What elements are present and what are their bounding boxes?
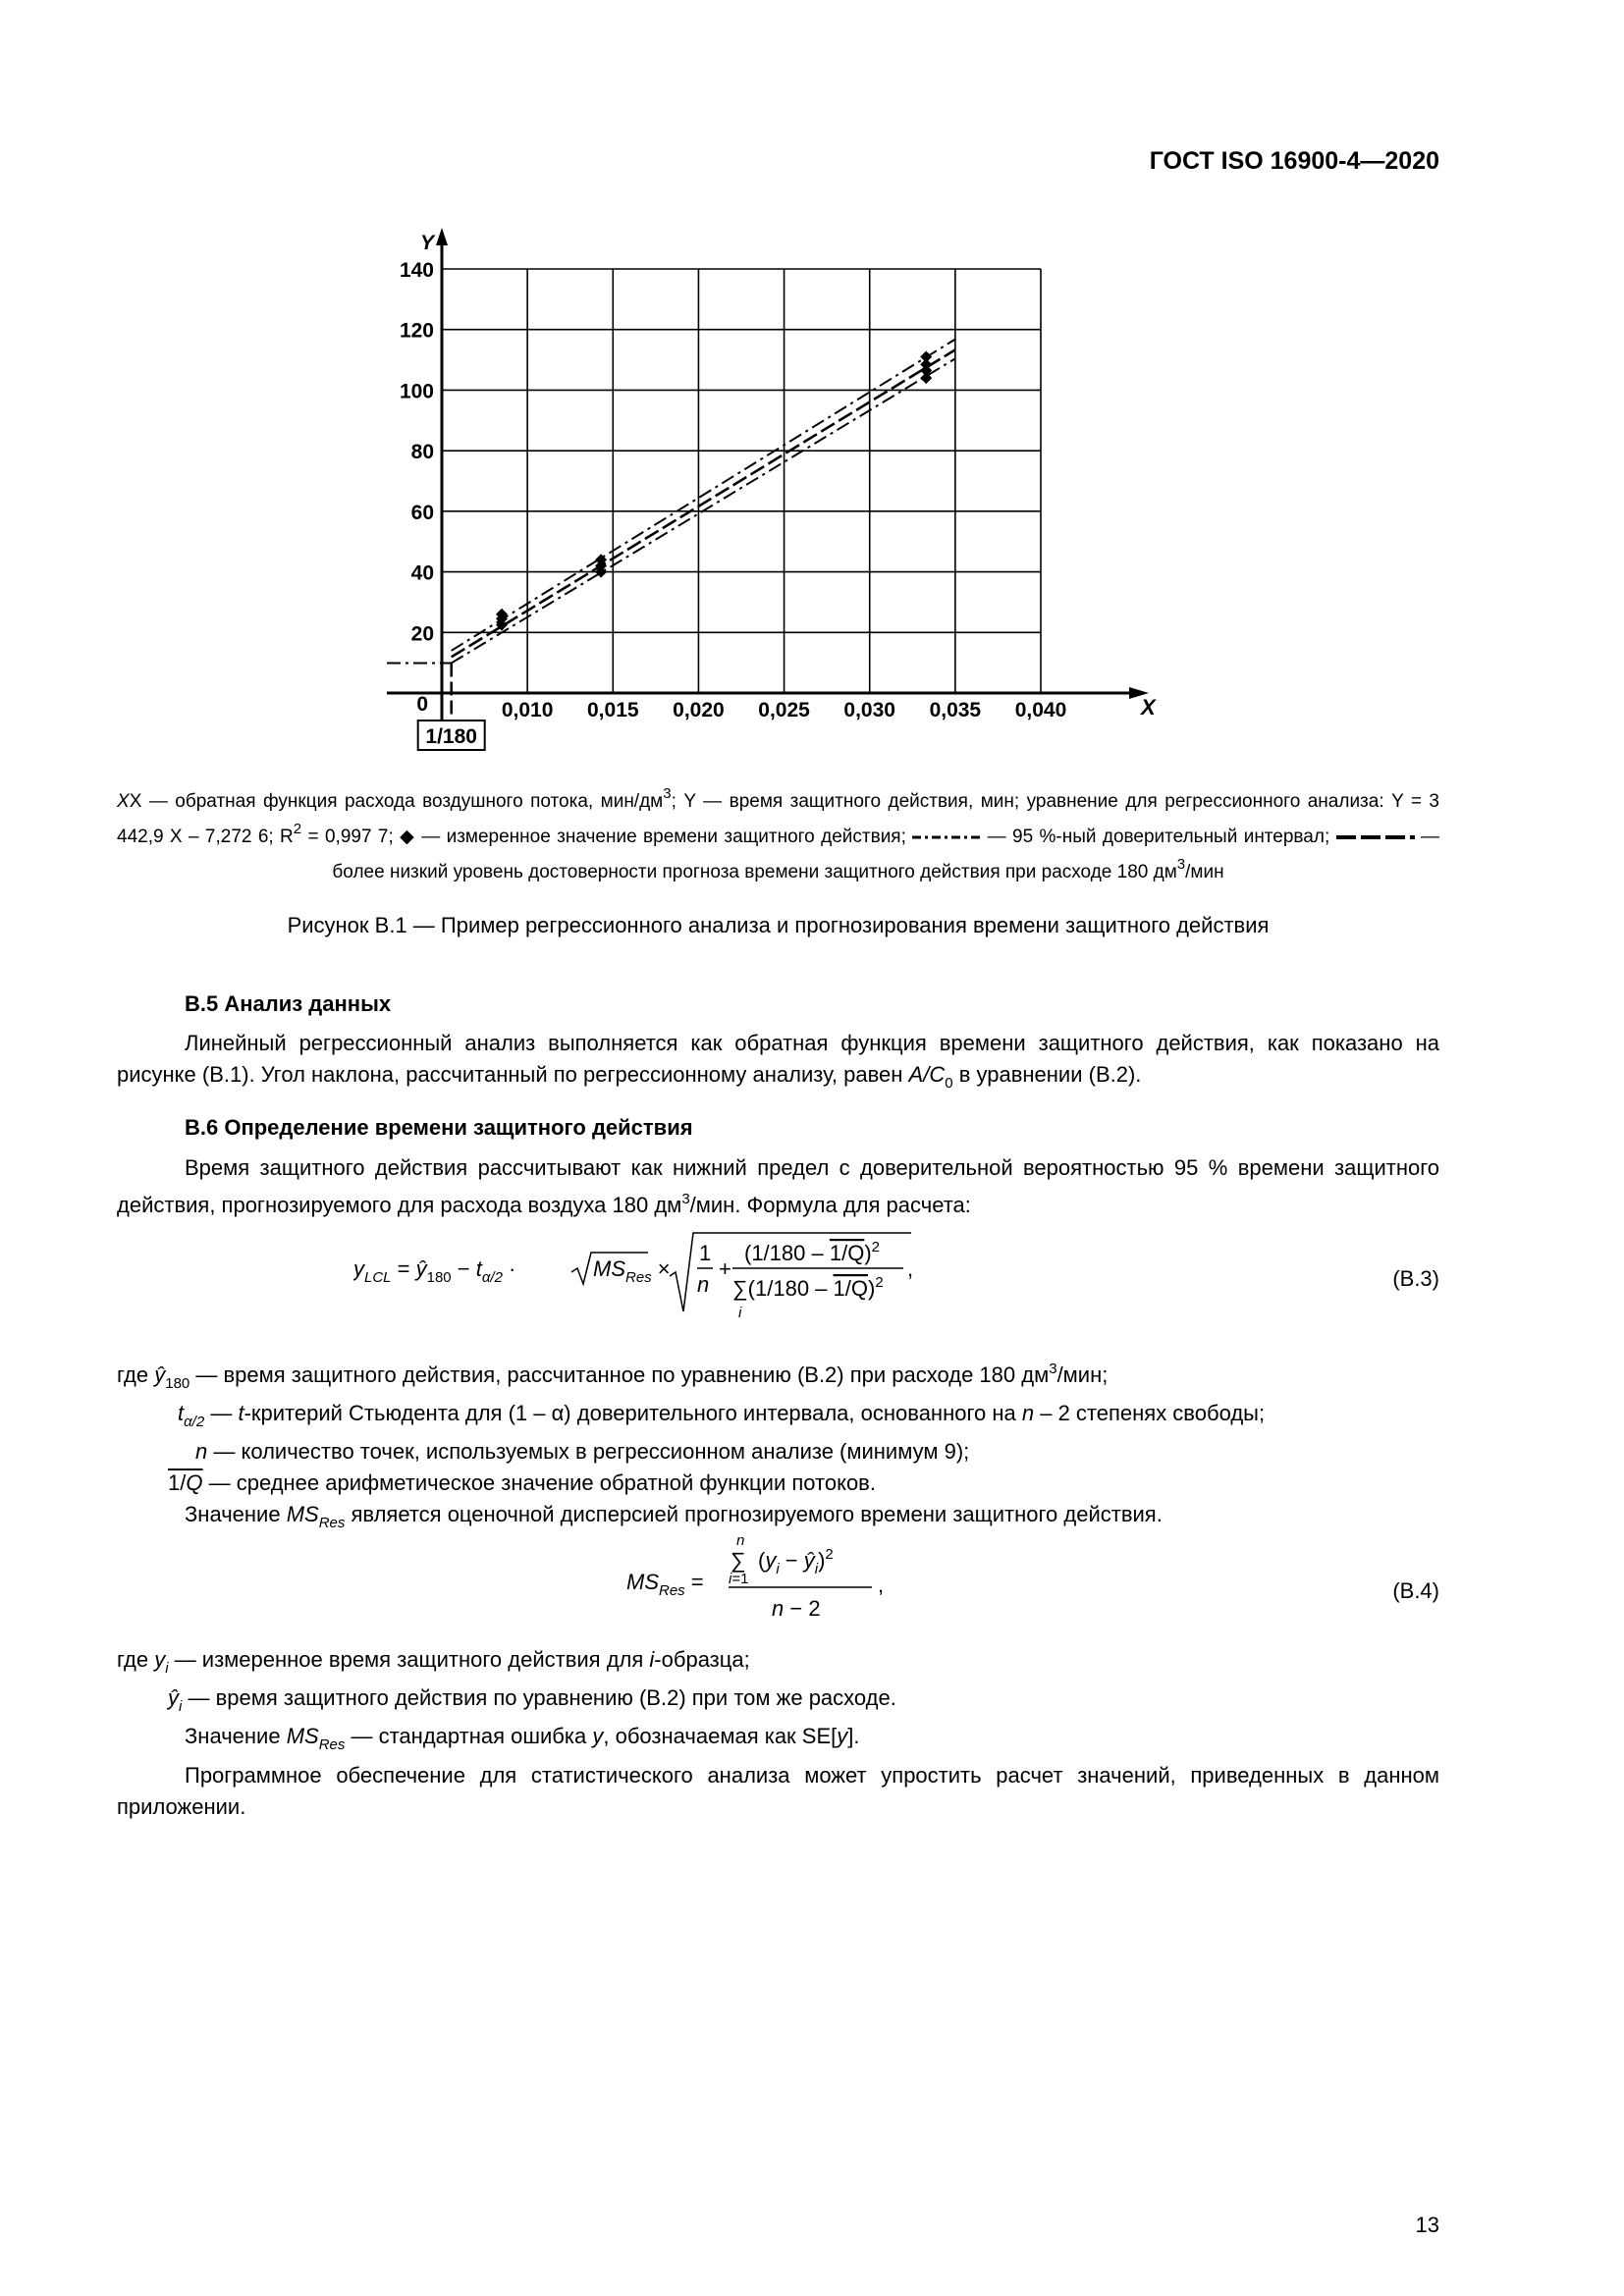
legend-text-3: = 0,997 7; ◆ — измеренное значение времени защитного действия; bbox=[301, 827, 913, 847]
svg-text:MSRes =: $MS_{Res}$ = bbox=[626, 1570, 704, 1599]
y-tick-label: 40 bbox=[410, 561, 434, 585]
formula-b4 bbox=[626, 1531, 921, 1629]
equation-number-b4: (В.4) bbox=[1392, 1578, 1439, 1603]
x-tick-label: 0,015 bbox=[587, 699, 639, 721]
x-tick-labels bbox=[502, 699, 1066, 721]
y-tick-label: 120 bbox=[399, 319, 434, 343]
x-tick-label: 0,040 bbox=[1014, 699, 1067, 721]
dash-dot-line-icon bbox=[912, 832, 981, 842]
y-tick-label: 100 bbox=[399, 380, 434, 403]
legend-text-6: /мин bbox=[1185, 862, 1224, 882]
legend-text-1: X — обратная функция расхода воздушного потока, мин/дм bbox=[129, 791, 664, 812]
legend-text-2: ; Y — время защитного действия, мин; уравнение для регрессионного анализа: Y = 3 442,9 X – 7,272 6; R bbox=[117, 791, 1440, 847]
svg-text:MSRes ×: $MS_{Res}$ × bbox=[593, 1256, 671, 1286]
x-tick-label: 0,020 bbox=[673, 699, 725, 721]
svg-text:∑(1/180 – 1/Q)2: ∑(1/180 – 1/Q)$^2$ bbox=[732, 1274, 884, 1301]
svg-text:(1/180 – 1/Q)2: (1/180 – 1/Q)$^2$ bbox=[744, 1239, 880, 1265]
document-header: ГОСТ ISO 16900-4—2020 bbox=[1149, 147, 1439, 175]
svg-text:n: n bbox=[697, 1272, 710, 1297]
definitions-b4: где $y_i$ — измеренное время защитного действия для i-образца; $ŷ_i$ — время защитного действия по уравнению (В.2) при том же расходе. Значение $MS_{Res}$ — стандартная ошибка y, обозначаемая как SE[y]. Программное обеспечение для статистического анализа может упростить расчет значений, приведенных в данном приложении. bbox=[117, 1647, 1439, 1819]
y-tick-label: 80 bbox=[410, 441, 434, 464]
x-axis-label: X bbox=[1141, 695, 1156, 720]
y-tick-label: 60 bbox=[410, 501, 434, 524]
legend-text-5: — более низкий уровень достоверности прогноза времени защитного действия при расходе 180 дм bbox=[332, 827, 1440, 882]
svg-text:(yi − ŷi)2: ($y_i$ − $ŷ_i)^2$ bbox=[758, 1546, 834, 1577]
formula-b3 bbox=[353, 1225, 962, 1333]
figure-title: Рисунок В.1 — Пример регрессионного анализа и прогнозирования времени защитного действия bbox=[287, 913, 1270, 937]
page-number: 13 bbox=[1415, 2213, 1439, 2237]
svg-text:,: , bbox=[907, 1256, 914, 1281]
paragraph-b5: Линейный регрессионный анализ выполняется как обратная функция времени защитного действия, как показано на рисунке (В.1). Угол наклона, рассчитанный по регрессионному анализу, равен $A/C_0$ в уравнении (В.2). bbox=[117, 1031, 1439, 1092]
svg-text:n: n bbox=[736, 1532, 745, 1549]
marker-label: 1/180 bbox=[425, 725, 477, 748]
origin-label: 0 bbox=[416, 693, 428, 716]
data-point bbox=[920, 350, 932, 362]
svg-text:yLCL = ŷ180 − tα/2 ·: $y_{LCL}$ = $ŷ_{180} - t_{\alpha/2}$ · bbox=[353, 1256, 516, 1286]
svg-text:1: 1 bbox=[699, 1241, 712, 1265]
svg-text:i: i bbox=[738, 1305, 742, 1321]
equation-number-b3: (В.3) bbox=[1392, 1266, 1439, 1291]
definitions-b3: где $ŷ_{180}$ — время защитного действия, рассчитанное по уравнению (В.2) при расходе 180 $дм^3$/мин; $t_{\alpha/2}$ — t-критерий Стьюдента для (1 – α) доверительного интервала, основанного на n – 2 степенях свободы; n — количество точек, используемых в регрессионном анализе (минимум 9); 1/Q — среднее арифметическое значение обратной функции потоков. Значение $MS_{Res}$ является оценочной дисперсией прогнозируемого времени защитного действия. bbox=[117, 1361, 1266, 1531]
figure-legend: XX — обратная функция расхода воздушного потока, мин/$дм^3$; Y — время защитного действия, мин; уравнение для регрессионного анализа: Y = 3 442,9 X – 7,272 6; $R^2 = 0,997$ 7; ◆ — измеренное значение времени защитного действия; — 95 %-ный доверительный интервал; — более низкий уровень достоверности прогноза времени защитного действия при расходе 180 $дм^3$/мин bbox=[117, 785, 1440, 882]
x-tick-label: 0,035 bbox=[929, 699, 982, 721]
svg-text:,: , bbox=[878, 1573, 885, 1597]
x-tick-label: 0,030 bbox=[843, 699, 895, 721]
regression-chart bbox=[373, 224, 1178, 774]
y-tick-label: 140 bbox=[399, 259, 434, 282]
svg-text:∑: ∑ bbox=[731, 1548, 746, 1573]
svg-text:n − 2: n − 2 bbox=[772, 1596, 821, 1621]
y-axis-arrow bbox=[436, 228, 448, 245]
one-over-180-marker bbox=[387, 663, 485, 750]
section-heading-b5: В.5 Анализ данных bbox=[185, 991, 392, 1016]
x-tick-label: 0,025 bbox=[758, 699, 810, 721]
paragraph-b6: Время защитного действия рассчитывают как нижний предел с доверительной вероятностью 95 % времени защитного действия, прогнозируемого для расхода воздуха 180 $дм^3$/мин. Формула для расчета: bbox=[117, 1155, 1439, 1217]
legend-text-4: — 95 %-ный доверительный интервал; bbox=[981, 827, 1336, 847]
y-axis-label: Y bbox=[420, 232, 435, 254]
y-tick-labels bbox=[400, 259, 434, 645]
svg-text:i=1: i=1 bbox=[729, 1571, 749, 1587]
section-heading-b6: В.6 Определение времени защитного действия bbox=[185, 1115, 693, 1140]
dashed-line-icon bbox=[1336, 832, 1415, 842]
x-tick-label: 0,010 bbox=[501, 699, 554, 721]
svg-text:+: + bbox=[719, 1256, 731, 1281]
y-tick-label: 20 bbox=[410, 622, 434, 646]
